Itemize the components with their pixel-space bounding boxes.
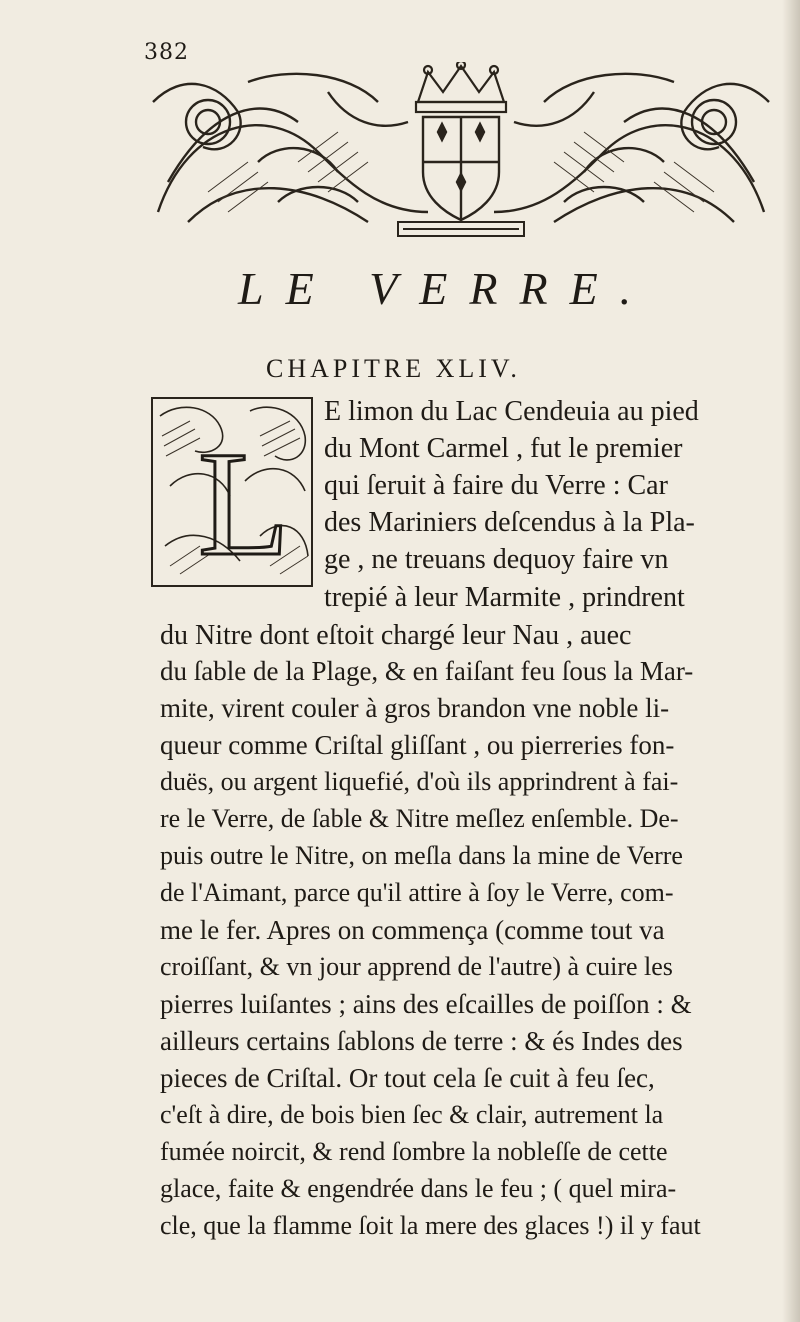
text-line: croiſſant, & vn jour apprend de l'autre) à cuire les [160,952,673,981]
page-number: 382 [144,40,189,65]
text-line: ge , ne treuans dequoy faire vn [324,544,669,575]
text-line: E limon du Lac Cendeuia au pied [324,396,699,427]
text-line: trepié à leur Marmite , prindrent [324,582,685,613]
text-line: ailleurs certains ſablons de terre : & és Indes des [160,1026,683,1056]
text-line: duës, ou argent liquefié, d'où ils apprindrent à fai- [160,767,679,796]
text-line: mite, virent couler à gros brandon vne noble li- [160,693,670,723]
text-line: cle, que la flamme ſoit la mere des glaces !) il y faut [160,1211,701,1240]
text-line: me le fer. Apres on commença (comme tout va [160,915,665,945]
text-line: queur comme Criſtal gliſſant , ou pierreries fon- [160,730,675,760]
text-line: de l'Aimant, parce qu'il attire à ſoy le Verre, com- [160,878,674,907]
text-line: c'eſt à dire, de bois bien ſec & clair, autrement la [160,1100,664,1129]
text-line: qui ſeruit à faire du Verre : Car [324,470,668,501]
text-line: des Mariniers deſcendus à la Pla- [324,507,695,538]
chapter-heading: CHAPITRE XLIV. [266,354,521,383]
text-line: re le Verre, de ſable & Nitre meſlez enſemble. De- [160,804,679,833]
initial-letter: L [198,421,290,587]
chapter-title: LE VERRE. [238,263,654,314]
text-line: puis outre le Nitre, on meſla dans la mine de Verre [160,841,683,870]
text-line: fumée noircit, & rend ſombre la nobleſſe de cette [160,1137,668,1166]
text-line: pieces de Criſtal. Or tout cela ſe cuit à feu ſec, [160,1063,655,1093]
text-line: du ſable de la Plage, & en faiſant feu ſous la Mar- [160,656,694,686]
text-line: pierres luiſantes ; ains des eſcailles de poiſſon : & [160,989,692,1019]
text-line: du Nitre dont eſtoit chargé leur Nau , auec [160,620,632,651]
text-line: du Mont Carmel , fut le premier [324,433,683,464]
text-line: glace, faite & engendrée dans le feu ; ( quel mira- [160,1174,677,1203]
